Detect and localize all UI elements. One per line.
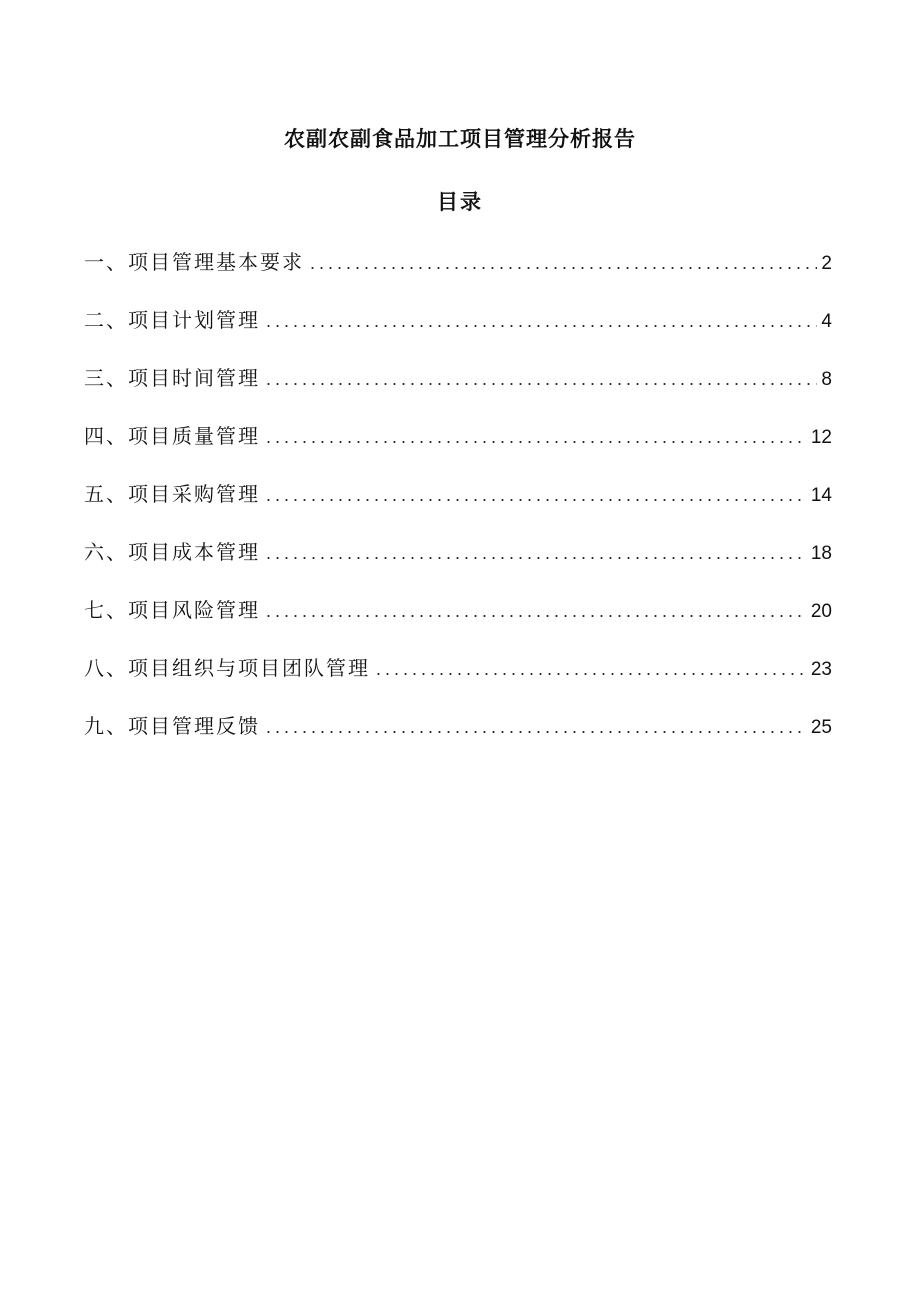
- toc-entry-page: 18: [810, 543, 832, 564]
- toc-entry-label: 四、项目质量管理: [84, 424, 260, 448]
- toc-entry-page: 25: [810, 717, 832, 738]
- toc-entry-label: 三、项目时间管理: [84, 366, 260, 390]
- toc-leader-dots: [310, 246, 817, 280]
- toc-entry[interactable]: [84, 651, 832, 709]
- toc-entry-page: 4: [821, 311, 832, 332]
- toc-entry-page: 14: [810, 485, 832, 506]
- toc-entry-label: 二、项目计划管理: [84, 308, 260, 332]
- toc-entry-page: 23: [810, 659, 832, 680]
- toc-entry-page: 20: [810, 601, 832, 622]
- toc-entry[interactable]: [84, 477, 832, 535]
- toc-entry[interactable]: [84, 419, 832, 477]
- toc-leader-dots: [376, 652, 807, 686]
- toc-entry-label: 六、项目成本管理: [84, 540, 260, 564]
- toc-entry-label: 五、项目采购管理: [84, 482, 260, 506]
- toc-entry-page: 8: [821, 369, 832, 390]
- toc-leader-dots: [266, 420, 807, 454]
- toc-entry-label: 七、项目风险管理: [84, 598, 260, 622]
- toc-entry[interactable]: [84, 245, 832, 303]
- toc-entry[interactable]: [84, 535, 832, 593]
- table-of-contents: [84, 245, 832, 767]
- toc-leader-dots: [266, 536, 807, 570]
- toc-entry-label: 一、项目管理基本要求: [84, 250, 304, 274]
- document-title: 农副农副食品加工项目管理分析报告: [284, 126, 636, 151]
- toc-leader-dots: [266, 304, 817, 338]
- toc-entry[interactable]: [84, 709, 832, 767]
- toc-entry-label: 八、项目组织与项目团队管理: [84, 656, 370, 680]
- toc-heading: 目录: [437, 189, 483, 214]
- toc-entry-page: 2: [821, 253, 832, 274]
- toc-entry[interactable]: [84, 361, 832, 419]
- toc-leader-dots: [266, 362, 817, 396]
- toc-entry[interactable]: [84, 593, 832, 651]
- toc-leader-dots: [266, 710, 807, 744]
- toc-leader-dots: [266, 594, 807, 628]
- toc-entry-page: 12: [810, 427, 832, 448]
- toc-leader-dots: [266, 478, 807, 512]
- toc-entry-label: 九、项目管理反馈: [84, 714, 260, 738]
- toc-entry[interactable]: [84, 303, 832, 361]
